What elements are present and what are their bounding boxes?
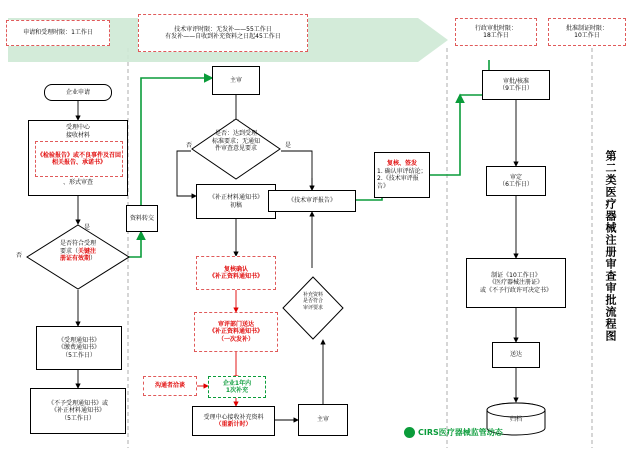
banner-cert-line2: 10工作日 bbox=[574, 32, 600, 39]
node-accept-center-title: 受理中心 bbox=[65, 124, 90, 131]
node-judge-supplement-label: 补充资料 是否符合 审评要求 bbox=[302, 292, 323, 311]
node-recheck-confirm-l1: 复核确认 bbox=[223, 265, 248, 273]
banner-review bbox=[138, 14, 308, 52]
node-recheck-confirm[interactable] bbox=[196, 256, 276, 290]
node-main-review2-label: 主审 bbox=[316, 416, 329, 424]
node-supplement-notice[interactable] bbox=[196, 184, 276, 219]
node-judge-requirement-label: 是否符合受理 要求（关键注 册证有效期） bbox=[59, 240, 97, 262]
node-accept-center-red: 《检验报告》或不良事件及召回相关报告、承诺书》 bbox=[37, 151, 122, 166]
node-enterprise-supplement-l1: 企业1年内 bbox=[222, 379, 252, 387]
banner-apply bbox=[6, 20, 110, 46]
node-not-accept-l3: （5工作日） bbox=[61, 414, 95, 422]
node-deliver-label: 送达 bbox=[509, 351, 522, 359]
node-supplement-notice-l1: 《补正材料通知书》 bbox=[208, 194, 263, 201]
node-make-cert[interactable] bbox=[466, 258, 566, 308]
label-standard-yes-text: 是 bbox=[285, 142, 292, 149]
banner-review-line1: 技术审评时限：无发补——55工作日 bbox=[174, 25, 272, 33]
node-accept-center-red-box bbox=[35, 141, 123, 177]
node-archive-label: 归档 bbox=[509, 416, 522, 423]
node-audit-approve-l1: 审批/核准 bbox=[502, 77, 530, 85]
node-recheck-sign-title: 复核、签发 bbox=[386, 160, 417, 167]
node-judge-standard-label: 是否：达到受理 标准要求；无通知 件审查意见要求 bbox=[211, 130, 260, 152]
node-accept-center-sub2: 、形式审查 bbox=[62, 179, 93, 186]
banner-admin bbox=[455, 18, 537, 46]
node-judge-requirement[interactable] bbox=[26, 224, 130, 290]
page-title bbox=[598, 150, 622, 410]
node-not-accept-l1: 《不予受理通知书》或 bbox=[47, 399, 108, 407]
node-review-dept-l3: （一次发补） bbox=[217, 335, 254, 343]
node-accept-center[interactable] bbox=[28, 120, 128, 196]
node-not-accept[interactable] bbox=[30, 388, 126, 434]
node-tech-report-label: 《技术审评报告》 bbox=[287, 197, 336, 205]
label-accept-no-1 bbox=[16, 250, 22, 259]
node-review-dept-l1: 审评部门送达 bbox=[217, 320, 254, 328]
node-judge-red-visible: 关键注 册证有效期 bbox=[59, 247, 97, 262]
node-make-cert-l3: 或《不予行政许可决定书》 bbox=[479, 286, 552, 294]
node-main-review-label: 主审 bbox=[229, 76, 242, 84]
node-certify-l2: （6工作日） bbox=[499, 181, 533, 188]
watermark-icon bbox=[404, 427, 415, 438]
label-accept-no-1-text: 否 bbox=[16, 252, 23, 259]
node-certify[interactable] bbox=[486, 166, 546, 196]
node-material-transfer-label: 资料转交 bbox=[129, 214, 154, 222]
node-accept-notice-l2: 《缴费通知书》 bbox=[57, 344, 100, 352]
node-accept-center-supplement[interactable] bbox=[192, 406, 275, 436]
node-recheck-sign[interactable] bbox=[374, 152, 430, 198]
label-standard-no-text: 否 bbox=[186, 142, 193, 149]
node-consult-label: 沟通者洽谈 bbox=[154, 382, 185, 390]
node-deliver[interactable] bbox=[492, 342, 540, 368]
banner-cert-line1: 批准制证时限： bbox=[565, 24, 608, 32]
node-enterprise-apply-label: 企业申请 bbox=[65, 88, 90, 96]
node-tech-report[interactable] bbox=[268, 190, 356, 212]
banner-admin-line1: 行政审批时限： bbox=[474, 24, 517, 32]
node-enterprise-supplement[interactable] bbox=[208, 376, 266, 398]
node-main-review[interactable] bbox=[212, 66, 260, 95]
banner-cert bbox=[548, 18, 626, 46]
label-standard-yes bbox=[285, 140, 291, 149]
node-not-accept-l2: 《补正材料通知书》 bbox=[50, 407, 105, 415]
node-accept-center-supplement-l2: （重新计时） bbox=[215, 421, 252, 428]
banner-apply-text: 申请和受理时限：1工作日 bbox=[23, 29, 93, 37]
node-judge-standard[interactable] bbox=[191, 118, 281, 180]
node-accept-notice-l1: 《受理通知书》 bbox=[57, 336, 100, 344]
node-make-cert-l2: 《医疗器械注册证》 bbox=[488, 279, 543, 287]
node-review-dept-l2: 《补正资料通知书》 bbox=[208, 328, 263, 336]
node-accept-center-supplement-l1: 受理中心接收补充资料 bbox=[203, 413, 264, 421]
node-material-transfer[interactable] bbox=[126, 205, 158, 232]
label-standard-no bbox=[186, 140, 192, 149]
node-supplement-notice-l2: 初稿 bbox=[229, 201, 242, 209]
node-recheck-sign-l2: 2.《技术审评报告》 bbox=[377, 175, 419, 190]
node-consult[interactable] bbox=[143, 376, 197, 396]
node-enterprise-supplement-l2: 1次补充 bbox=[225, 387, 249, 394]
label-accept-yes-1 bbox=[84, 222, 90, 231]
node-judge-supplement[interactable] bbox=[282, 276, 344, 340]
banner-review-line2: 有发补——自收到补充资料之日起45工作日 bbox=[165, 33, 281, 40]
node-enterprise-apply[interactable] bbox=[44, 84, 112, 101]
page-title-text: 第二类医疗器械注册审查审批流程图 bbox=[604, 150, 618, 342]
watermark-text: CIRS医疗器械监管动态 bbox=[418, 427, 503, 437]
node-accept-center-sub1: 接收材料 bbox=[65, 131, 90, 139]
banner-admin-line2: 18工作日 bbox=[483, 32, 509, 39]
node-audit-approve-l2: （9工作日） bbox=[499, 85, 533, 92]
node-certify-l1: 审定 bbox=[509, 173, 522, 181]
node-make-cert-l1: 制证《10工作日》 bbox=[491, 271, 541, 279]
node-accept-notice[interactable] bbox=[36, 326, 122, 370]
label-accept-yes-1-text: 是 bbox=[84, 224, 91, 231]
node-accept-notice-l3: （5工作日） bbox=[62, 351, 96, 359]
node-audit-approve[interactable] bbox=[482, 70, 550, 100]
node-main-review2[interactable] bbox=[298, 404, 348, 436]
watermark bbox=[404, 424, 604, 440]
node-recheck-confirm-l2: 《补正资料通知书》 bbox=[208, 273, 263, 280]
node-recheck-sign-l1: 1. 确认审评结论； bbox=[377, 167, 427, 175]
node-review-dept[interactable] bbox=[194, 312, 278, 352]
